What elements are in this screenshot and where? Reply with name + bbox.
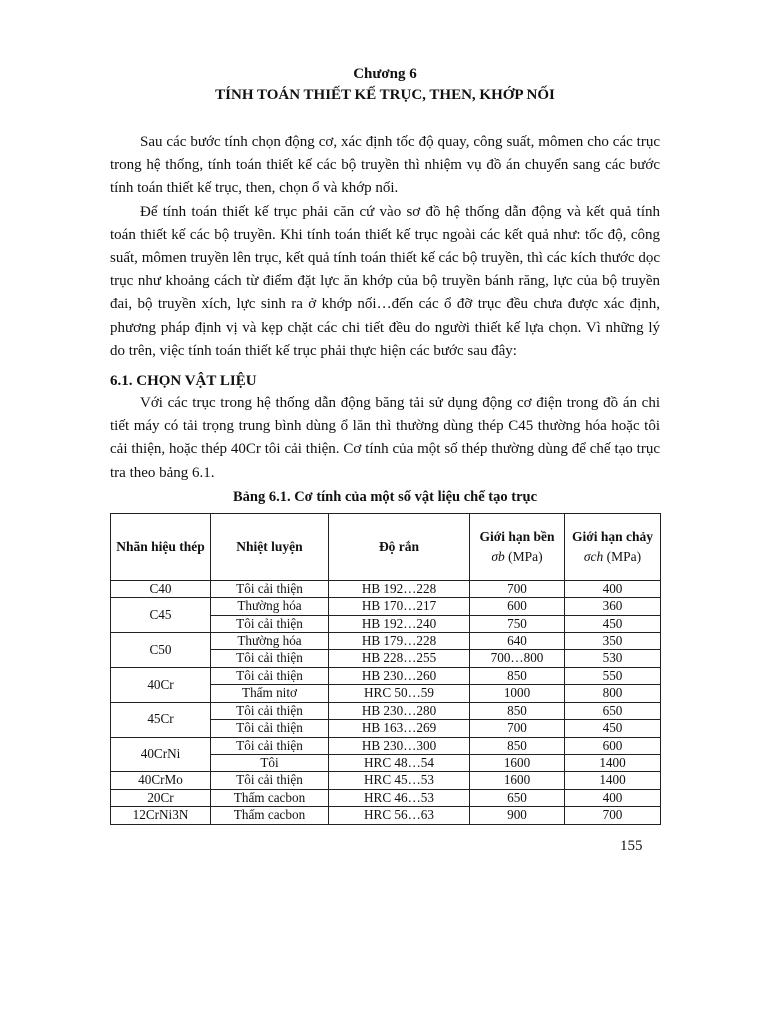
cell-hardness: HRC 46…53 bbox=[329, 789, 470, 806]
table-row bbox=[111, 737, 661, 754]
cell-treatment: Tôi bbox=[211, 754, 329, 771]
cell-treatment: Tôi cải thiện bbox=[211, 772, 329, 789]
cell-yield: 450 bbox=[565, 720, 661, 737]
chapter-label: Chương 6 bbox=[353, 66, 417, 82]
cell-hardness: HRC 45…53 bbox=[329, 772, 470, 789]
cell-steel: 45Cr bbox=[111, 702, 211, 737]
cell-hardness: HB 179…228 bbox=[329, 633, 470, 650]
cell-treatment: Thường hóa bbox=[211, 633, 329, 650]
cell-hardness: HB 170…217 bbox=[329, 598, 470, 615]
cell-ultimate: 640 bbox=[470, 633, 565, 650]
cell-hardness: HRC 50…59 bbox=[329, 685, 470, 702]
cell-treatment: Tôi cải thiện bbox=[211, 737, 329, 754]
table-row bbox=[111, 580, 661, 597]
cell-treatment: Tôi cải thiện bbox=[211, 720, 329, 737]
page-content bbox=[110, 64, 660, 825]
cell-ultimate: 850 bbox=[470, 702, 565, 719]
cell-ultimate: 700…800 bbox=[470, 650, 565, 667]
cell-yield: 800 bbox=[565, 685, 661, 702]
table-body bbox=[111, 580, 661, 824]
cell-ultimate: 600 bbox=[470, 598, 565, 615]
cell-ultimate: 1600 bbox=[470, 754, 565, 771]
cell-steel: C50 bbox=[111, 633, 211, 668]
header-yield bbox=[565, 513, 661, 580]
cell-steel: C45 bbox=[111, 598, 211, 633]
cell-ultimate: 700 bbox=[470, 720, 565, 737]
cell-hardness: HB 230…280 bbox=[329, 702, 470, 719]
header-steel: Nhãn hiệu thép bbox=[111, 513, 211, 580]
cell-hardness: HRC 56…63 bbox=[329, 807, 470, 824]
cell-hardness: HB 230…260 bbox=[329, 667, 470, 684]
cell-yield: 350 bbox=[565, 633, 661, 650]
table-row bbox=[111, 772, 661, 789]
table-row bbox=[111, 633, 661, 650]
page-number: 155 bbox=[620, 838, 643, 854]
cell-yield: 400 bbox=[565, 580, 661, 597]
cell-treatment: Tôi cải thiện bbox=[211, 702, 329, 719]
intro-paragraph-2: Để tính toán thiết kế trục phải căn cứ vào sơ đồ hệ thống dẫn động và kết quả tính toán thiết kế các bộ truyền. Khi tính toán thiết kế trục ngoài các kết quả như: tốc độ, công suất, mômen truyền lên trục, kết quả tính toán thiết kế các bộ truyền, thì các kích thước dọc trục như khoảng cách từ điểm đặt lực ăn khớp của bộ truyền bánh răng, lực của bộ truyền đai, bộ truyền xích, lực sinh ra ở khớp nối…đến các ổ đỡ trục đều chưa được xác định, phương pháp định vị và kẹp chặt các chi tiết đều do người thiết kế lựa chọn. Vì những lý do trên, việc tính toán thiết kế trục phải thực hiện các bước sau đây: bbox=[110, 203, 660, 359]
table-caption: Bảng 6.1. Cơ tính của một số vật liệu chế tạo trục bbox=[232, 488, 538, 505]
cell-ultimate: 850 bbox=[470, 737, 565, 754]
header-yield-label: Giới hạn chảy bbox=[572, 528, 653, 544]
table-row bbox=[111, 598, 661, 615]
cell-steel: 40Cr bbox=[111, 667, 211, 702]
cell-yield: 700 bbox=[565, 807, 661, 824]
material-properties-table bbox=[110, 513, 661, 825]
cell-hardness: HRC 48…54 bbox=[329, 754, 470, 771]
cell-treatment: Tôi cải thiện bbox=[211, 650, 329, 667]
cell-treatment: Tôi cải thiện bbox=[211, 580, 329, 597]
cell-ultimate: 650 bbox=[470, 789, 565, 806]
header-ultimate bbox=[470, 513, 565, 580]
header-ultimate-unit: (MPa) bbox=[508, 548, 543, 564]
cell-yield: 550 bbox=[565, 667, 661, 684]
header-hardness: Độ rắn bbox=[329, 513, 470, 580]
header-ultimate-symbol: σb bbox=[491, 548, 505, 564]
cell-steel: C40 bbox=[111, 580, 211, 597]
cell-ultimate: 850 bbox=[470, 667, 565, 684]
cell-hardness: HB 192…240 bbox=[329, 615, 470, 632]
chapter-title: TÍNH TOÁN THIẾT KẾ TRỤC, THEN, KHỚP NỐI bbox=[215, 87, 555, 103]
table-row bbox=[111, 702, 661, 719]
cell-yield: 450 bbox=[565, 615, 661, 632]
cell-yield: 530 bbox=[565, 650, 661, 667]
cell-treatment: Tôi cải thiện bbox=[211, 615, 329, 632]
cell-hardness: HB 230…300 bbox=[329, 737, 470, 754]
cell-hardness: HB 192…228 bbox=[329, 580, 470, 597]
header-yield-symbol: σch bbox=[583, 548, 604, 564]
section-heading: 6.1. CHỌN VẬT LIỆU bbox=[110, 373, 257, 390]
cell-treatment: Thấm cacbon bbox=[211, 789, 329, 806]
cell-steel: 40CrMo bbox=[111, 772, 211, 789]
cell-treatment: Tôi cải thiện bbox=[211, 667, 329, 684]
cell-ultimate: 700 bbox=[470, 580, 565, 597]
table-row bbox=[111, 789, 661, 806]
cell-yield: 600 bbox=[565, 737, 661, 754]
cell-treatment: Thấm nitơ bbox=[211, 685, 329, 702]
cell-steel: 20Cr bbox=[111, 789, 211, 806]
intro-paragraph-1: Sau các bước tính chọn động cơ, xác định tốc độ quay, công suất, mômen cho các trục trong hệ thống, tính toán thiết kế các bộ truyền thì nhiệm vụ đồ án chuyển sang các bước tính toán thiết kế trục, then, chọn ổ và khớp nối. bbox=[110, 134, 660, 197]
cell-ultimate: 900 bbox=[470, 807, 565, 824]
cell-ultimate: 1000 bbox=[470, 685, 565, 702]
cell-steel: 12CrNi3N bbox=[111, 807, 211, 824]
cell-ultimate: 750 bbox=[470, 615, 565, 632]
cell-ultimate: 1600 bbox=[470, 772, 565, 789]
table-row bbox=[111, 667, 661, 684]
table-row bbox=[111, 807, 661, 824]
cell-yield: 1400 bbox=[565, 772, 661, 789]
header-yield-unit: (MPa) bbox=[606, 548, 642, 564]
cell-treatment: Thường hóa bbox=[211, 598, 329, 615]
cell-yield: 400 bbox=[565, 789, 661, 806]
section-paragraph: Với các trục trong hệ thống dẫn động băng tải sử dụng động cơ điện trong đồ án chi tiết máy có tải trọng trung bình dùng ổ lăn thì thường dùng thép C45 thường hóa hoặc tôi cải thiện, hoặc thép 40Cr tôi cải thiện. Cơ tính của một số thép thường dùng để chế tạo trục tra theo bảng 6.1. bbox=[110, 395, 660, 481]
cell-yield: 650 bbox=[565, 702, 661, 719]
cell-yield: 1400 bbox=[565, 754, 661, 771]
cell-yield: 360 bbox=[565, 598, 661, 615]
header-ultimate-label: Giới hạn bền bbox=[479, 528, 555, 544]
cell-hardness: HB 228…255 bbox=[329, 650, 470, 667]
cell-treatment: Thấm cacbon bbox=[211, 807, 329, 824]
header-treatment: Nhiệt luyện bbox=[211, 513, 329, 580]
cell-hardness: HB 163…269 bbox=[329, 720, 470, 737]
table-header-row bbox=[111, 513, 661, 580]
cell-steel: 40CrNi bbox=[111, 737, 211, 772]
